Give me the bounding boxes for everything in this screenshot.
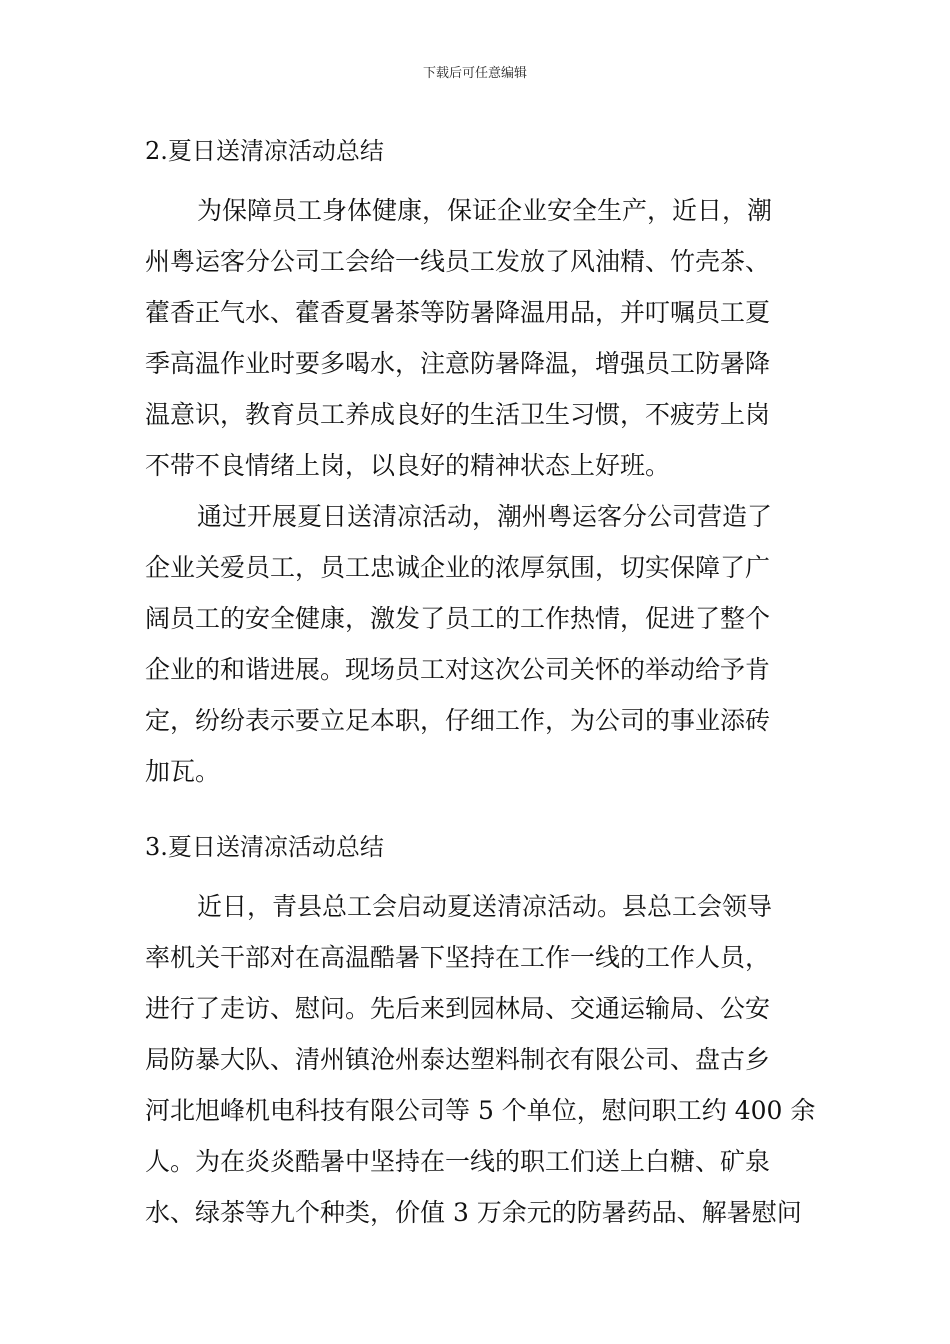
text-line: 率机关干部对在高温酷暑下坚持在工作一线的工作人员， [145,943,771,972]
section-title: 3.夏日送清凉活动总结 [145,833,384,861]
section-3 [145,832,815,1238]
text-line: 人。为在炎炎酷暑中坚持在一线的职工们送上白糖、矿泉 [145,1147,771,1176]
paragraph [145,185,815,491]
text-line: 通过开展夏日送清凉活动，潮州粤运客分公司营造了 [197,502,773,531]
paragraph [145,881,815,1238]
text-line: 局防暴大队、清州镇沧州泰达塑料制衣有限公司、盘古乡 [145,1045,771,1074]
text-line: 水、绿茶等九个种类，价值 3 万余元的防暑药品、解暑慰问 [145,1198,802,1227]
text-line: 温意识，教育员工养成良好的生活卫生习惯，不疲劳上岗 [145,400,771,429]
text-line: 季高温作业时要多喝水，注意防暑降温，增强员工防暑降 [145,349,771,378]
text-line: 阔员工的安全健康，激发了员工的工作热情，促进了整个 [145,604,771,633]
text-line: 加瓦。 [145,757,221,786]
paragraph [145,491,815,797]
text-line: 企业关爱员工，员工忠诚企业的浓厚氛围，切实保障了广 [145,553,771,582]
text-line: 近日，青县总工会启动夏送清凉活动。县总工会领导 [197,892,773,921]
section-2 [145,136,815,797]
text-line: 定，纷纷表示要立足本职，仔细工作，为公司的事业添砖 [145,706,771,735]
text-line: 为保障员工身体健康，保证企业安全生产，近日，潮 [197,196,773,225]
text-line: 河北旭峰机电科技有限公司等 5 个单位，慰问职工约 400 余 [145,1096,816,1125]
text-line: 藿香正气水、藿香夏暑茶等防暑降温用品，并叮嘱员工夏 [145,298,771,327]
text-line: 州粤运客分公司工会给一线员工发放了风油精、竹壳茶、 [145,247,771,276]
page-header: 下载后可任意编辑 [422,66,527,81]
text-line: 不带不良情绪上岗，以良好的精神状态上好班。 [145,451,671,480]
text-line: 企业的和谐进展。现场员工对这次公司关怀的举动给予肯 [145,655,771,684]
text-line: 进行了走访、慰问。先后来到园林局、交通运输局、公安 [145,994,771,1023]
section-title: 2.夏日送清凉活动总结 [145,137,384,165]
